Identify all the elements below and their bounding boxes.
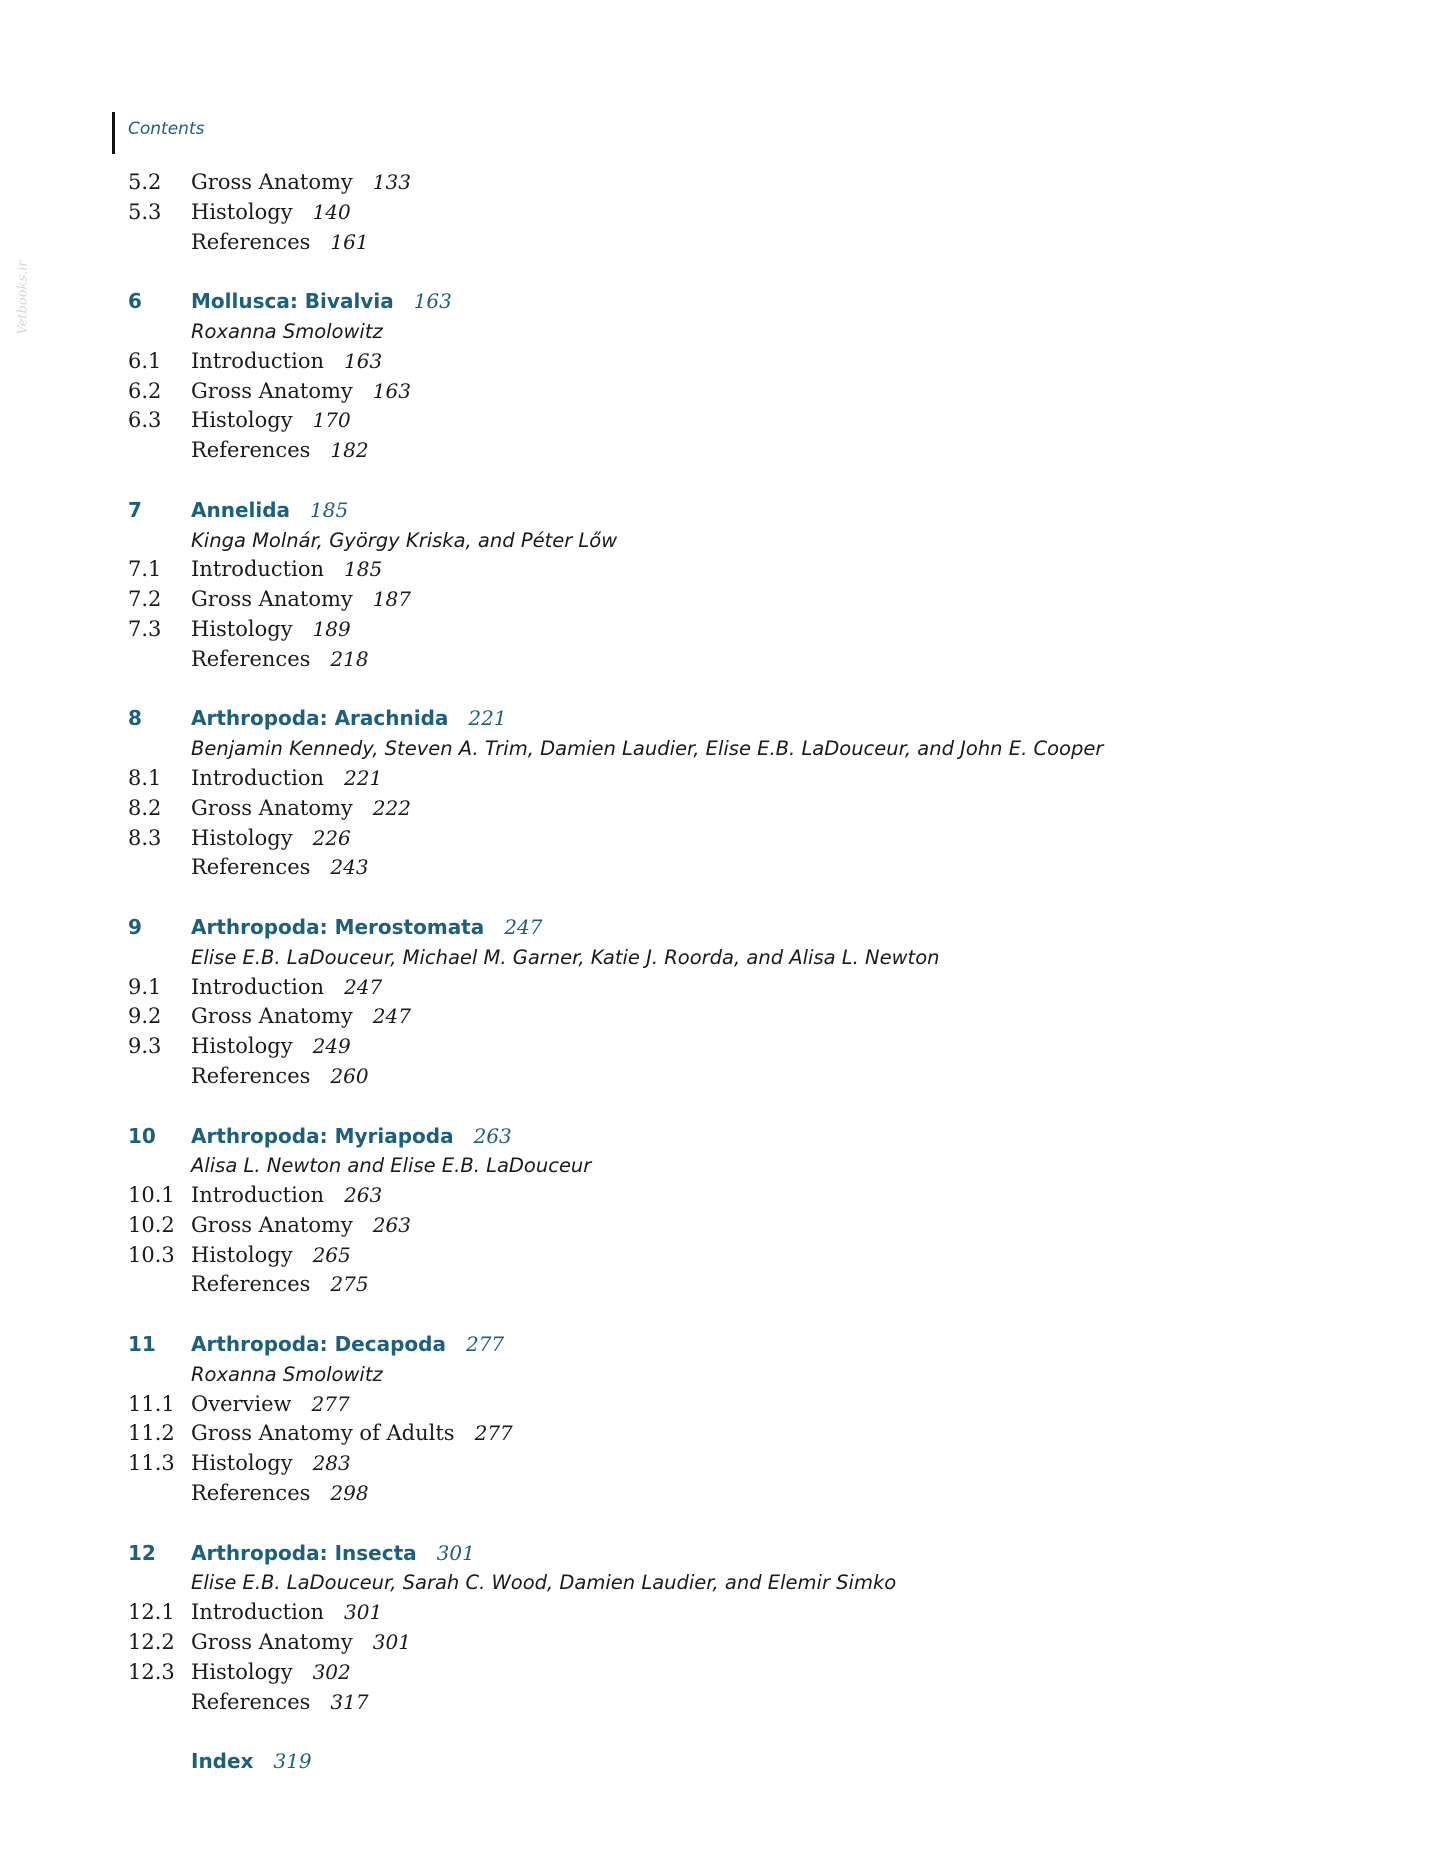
- toc-authors: [128, 1151, 1328, 1181]
- section-number: 8.2: [128, 795, 162, 820]
- entry-content: [191, 1598, 382, 1629]
- section-number: 11.2: [128, 1421, 175, 1446]
- toc-chapter: [128, 287, 1328, 317]
- chapter-number: 10: [128, 1123, 156, 1148]
- entry-content: [191, 1211, 411, 1242]
- toc-section: [128, 1062, 1328, 1092]
- toc-section: [128, 794, 1328, 824]
- toc-chapter: [128, 913, 1328, 943]
- chapter-title: Arthropoda: Arachnida: [191, 706, 449, 731]
- entry-content: [191, 347, 382, 378]
- entry-content: [191, 1658, 351, 1689]
- entry-content: [191, 1479, 369, 1510]
- page-ref: 249: [312, 1034, 351, 1059]
- page-ref: 263: [372, 1212, 411, 1237]
- entry-content: [191, 555, 382, 586]
- page-ref: 185: [310, 497, 349, 522]
- toc-section: [128, 1419, 1328, 1449]
- page-ref: 247: [344, 974, 383, 999]
- entry-content: [191, 1181, 382, 1212]
- chapter-number: 11: [128, 1332, 156, 1357]
- toc-chapter: [128, 1539, 1328, 1569]
- page-ref: 263: [473, 1123, 512, 1148]
- page-ref: 163: [372, 378, 411, 403]
- page-ref: 161: [330, 229, 369, 254]
- chapter-title: Index: [191, 1749, 254, 1774]
- toc-section: [128, 555, 1328, 585]
- chapter-number: 12: [128, 1540, 156, 1565]
- toc-chapter: [128, 704, 1328, 734]
- section-title: Histology: [191, 408, 293, 433]
- section-number: 6.1: [128, 348, 162, 373]
- section-number: 6.3: [128, 408, 162, 433]
- entry-content: [191, 1449, 351, 1480]
- section-title: Gross Anatomy of Adults: [191, 1421, 455, 1446]
- section-title: Histology: [191, 1659, 293, 1684]
- toc-section: [128, 764, 1328, 794]
- entry-content: [191, 1270, 369, 1301]
- toc-section: [128, 1688, 1328, 1718]
- chapter-title: Mollusca: Bivalvia: [191, 289, 394, 314]
- entry-content: [191, 1747, 312, 1778]
- section-title: References: [191, 438, 311, 463]
- section-title: Histology: [191, 825, 293, 850]
- section-title: Histology: [191, 1034, 293, 1059]
- page-ref: 277: [474, 1421, 513, 1446]
- page-ref: 275: [330, 1272, 369, 1297]
- page-ref: 302: [312, 1659, 351, 1684]
- page-ref: 163: [344, 348, 383, 373]
- table-of-contents: [128, 168, 1328, 1777]
- toc-authors: [128, 317, 1328, 347]
- section-title: References: [191, 229, 311, 254]
- page-ref: 226: [312, 825, 351, 850]
- entry-content: [191, 824, 351, 855]
- entry-content: [191, 168, 411, 199]
- page-ref: 317: [330, 1689, 369, 1714]
- section-number: 5.2: [128, 170, 162, 194]
- toc-section: [128, 585, 1328, 615]
- entry-content: [191, 1419, 513, 1450]
- page-ref: 247: [504, 914, 543, 939]
- entry-content: [191, 198, 351, 229]
- page-ref: 140: [312, 199, 351, 224]
- page-ref: 243: [330, 855, 369, 880]
- entry-content: [191, 377, 411, 408]
- entry-content: [191, 973, 382, 1004]
- toc-section: [128, 1449, 1328, 1479]
- toc-section: [128, 1181, 1328, 1211]
- toc-section: [128, 1658, 1328, 1688]
- toc-section: [128, 973, 1328, 1003]
- author-list: Roxanna Smolowitz: [191, 1362, 383, 1386]
- entry-content: [191, 1539, 475, 1570]
- toc-spacer: [128, 883, 1328, 913]
- page-ref: 301: [344, 1600, 383, 1625]
- toc-section: [128, 615, 1328, 645]
- section-title: Gross Anatomy: [191, 378, 353, 403]
- toc-section: [128, 645, 1328, 675]
- entry-content: [191, 704, 507, 735]
- section-number: 7.1: [128, 557, 162, 582]
- toc-section: [128, 1598, 1328, 1628]
- section-title: References: [191, 1063, 311, 1088]
- toc-section: [128, 1479, 1328, 1509]
- page-ref: 319: [273, 1749, 312, 1774]
- toc-section: [128, 1002, 1328, 1032]
- page-ref: 263: [344, 1183, 383, 1208]
- page-ref: 182: [330, 438, 369, 463]
- section-title: Gross Anatomy: [191, 795, 353, 820]
- author-list: Roxanna Smolowitz: [191, 319, 383, 343]
- section-title: References: [191, 1689, 311, 1714]
- toc-authors: [128, 943, 1328, 973]
- entry-content: [191, 287, 452, 318]
- section-number: 10.2: [128, 1212, 175, 1237]
- section-title: References: [191, 855, 311, 880]
- page-ref: 283: [312, 1451, 351, 1476]
- section-title: Overview: [191, 1391, 292, 1416]
- section-title: Introduction: [191, 765, 324, 790]
- entry-content: [191, 1032, 351, 1063]
- entry-content: [191, 1002, 411, 1033]
- toc-authors: [128, 1568, 1328, 1598]
- entry-content: [191, 853, 369, 884]
- entry-content: [191, 496, 348, 527]
- toc-spacer: [128, 1509, 1328, 1539]
- section-number: 11.1: [128, 1391, 175, 1416]
- author-list: Elise E.B. LaDouceur, Sarah C. Wood, Damien Laudier, and Elemir Simko: [191, 1571, 897, 1595]
- page-ref: 187: [372, 587, 411, 612]
- toc-section: [128, 1390, 1328, 1420]
- toc-authors: [128, 734, 1328, 764]
- section-title: Introduction: [191, 557, 324, 582]
- entry-content: [191, 1390, 350, 1421]
- section-title: Introduction: [191, 1183, 324, 1208]
- page-ref: 301: [372, 1630, 411, 1655]
- page-ref: 260: [330, 1063, 369, 1088]
- chapter-title: Arthropoda: Insecta: [191, 1540, 417, 1565]
- entry-content: [191, 764, 382, 795]
- section-number: 8.1: [128, 765, 162, 790]
- section-title: Gross Anatomy: [191, 1630, 353, 1655]
- entry-content: [191, 1062, 369, 1093]
- toc-spacer: [128, 1300, 1328, 1330]
- toc-section: [128, 347, 1328, 377]
- entry-content: [191, 615, 351, 646]
- section-title: Gross Anatomy: [191, 170, 353, 194]
- section-number: 7.3: [128, 616, 162, 641]
- chapter-title: Arthropoda: Merostomata: [191, 914, 485, 939]
- chapter-number: 6: [128, 289, 142, 314]
- section-title: Introduction: [191, 1600, 324, 1625]
- toc-section: [128, 436, 1328, 466]
- entry-content: [191, 406, 351, 437]
- section-title: Introduction: [191, 974, 324, 999]
- toc-section: [128, 168, 1328, 198]
- chapter-number: 7: [128, 497, 142, 522]
- page-ref: 133: [372, 170, 411, 194]
- toc-section: [128, 377, 1328, 407]
- section-title: Gross Anatomy: [191, 1212, 353, 1237]
- section-title: References: [191, 1481, 311, 1506]
- toc-chapter: [128, 496, 1328, 526]
- toc-section: [128, 853, 1328, 883]
- page-ref: 265: [312, 1242, 351, 1267]
- entry-content: [191, 1688, 369, 1719]
- page-ref: 218: [330, 646, 369, 671]
- chapter-title: Arthropoda: Myriapoda: [191, 1123, 454, 1148]
- section-title: References: [191, 646, 311, 671]
- entry-content: [191, 1330, 504, 1361]
- toc-spacer: [128, 1092, 1328, 1122]
- toc-section: [128, 1270, 1328, 1300]
- page-ref: 170: [312, 408, 351, 433]
- section-title: Gross Anatomy: [191, 587, 353, 612]
- toc-chapter: [128, 1330, 1328, 1360]
- page-ref: 189: [312, 616, 351, 641]
- toc-section: [128, 1032, 1328, 1062]
- section-number: 12.3: [128, 1659, 175, 1684]
- section-number: 10.1: [128, 1183, 175, 1208]
- toc-section: [128, 198, 1328, 228]
- section-number: 5.3: [128, 199, 162, 224]
- section-title: References: [191, 1272, 311, 1297]
- section-title: Histology: [191, 1242, 293, 1267]
- author-list: Elise E.B. LaDouceur, Michael M. Garner, Katie J. Roorda, and Alisa L. Newton: [191, 945, 940, 969]
- page-ref: 221: [344, 765, 383, 790]
- toc-spacer: [128, 257, 1328, 287]
- entry-content: [191, 794, 411, 825]
- toc-chapter: [128, 1747, 1328, 1777]
- section-number: 12.1: [128, 1600, 175, 1625]
- section-title: Histology: [191, 1451, 293, 1476]
- toc-spacer: [128, 675, 1328, 705]
- author-list: Kinga Molnár, György Kriska, and Péter Lőw: [191, 528, 618, 552]
- author-list: Alisa L. Newton and Elise E.B. LaDouceur: [191, 1154, 592, 1178]
- page-ref: 301: [436, 1540, 475, 1565]
- section-title: Gross Anatomy: [191, 1004, 353, 1029]
- section-title: Histology: [191, 616, 293, 641]
- author-list: Benjamin Kennedy, Steven A. Trim, Damien Laudier, Elise E.B. LaDouceur, and John E. Cooper: [191, 737, 1104, 761]
- entry-content: [191, 645, 369, 676]
- entry-content: [191, 1122, 512, 1153]
- toc-section: [128, 1628, 1328, 1658]
- toc-section: [128, 228, 1328, 258]
- entry-content: [191, 436, 369, 467]
- running-head: [0, 112, 400, 154]
- entry-content: [191, 585, 411, 616]
- section-number: 12.2: [128, 1630, 175, 1655]
- page-ref: 185: [344, 557, 383, 582]
- entry-content: [191, 1241, 351, 1272]
- running-title: Contents: [128, 119, 205, 139]
- section-number: 10.3: [128, 1242, 175, 1267]
- page-ref: 222: [372, 795, 411, 820]
- section-number: 9.1: [128, 974, 162, 999]
- section-number: 8.3: [128, 825, 162, 850]
- section-number: 9.2: [128, 1004, 162, 1029]
- toc-authors: [128, 1360, 1328, 1390]
- header-divider: [112, 112, 115, 154]
- toc-section: [128, 1211, 1328, 1241]
- toc-section: [128, 1241, 1328, 1271]
- toc-section: [128, 406, 1328, 436]
- section-number: 7.2: [128, 587, 162, 612]
- chapter-title: Annelida: [191, 497, 291, 522]
- page-ref: 298: [330, 1481, 369, 1506]
- section-title: Histology: [191, 199, 293, 224]
- page-ref: 221: [468, 706, 507, 731]
- page-ref: 247: [372, 1004, 411, 1029]
- entry-content: [191, 228, 369, 259]
- toc-chapter: [128, 1122, 1328, 1152]
- section-number: 9.3: [128, 1034, 162, 1059]
- toc-spacer: [128, 1717, 1328, 1747]
- entry-content: [191, 913, 542, 944]
- toc-authors: [128, 526, 1328, 556]
- page-ref: 277: [465, 1332, 505, 1357]
- page-ref: 277: [311, 1391, 350, 1416]
- section-number: 11.3: [128, 1451, 175, 1476]
- chapter-number: 8: [128, 706, 142, 731]
- toc-section: [128, 824, 1328, 854]
- section-number: 6.2: [128, 378, 162, 403]
- toc-spacer: [128, 466, 1328, 496]
- chapter-title: Arthropoda: Decapoda: [191, 1332, 446, 1357]
- page-ref: 163: [413, 289, 452, 314]
- chapter-number: 9: [128, 914, 142, 939]
- section-title: Introduction: [191, 348, 324, 373]
- entry-content: [191, 1628, 411, 1659]
- watermark: Vetbooks.ir: [15, 260, 31, 335]
